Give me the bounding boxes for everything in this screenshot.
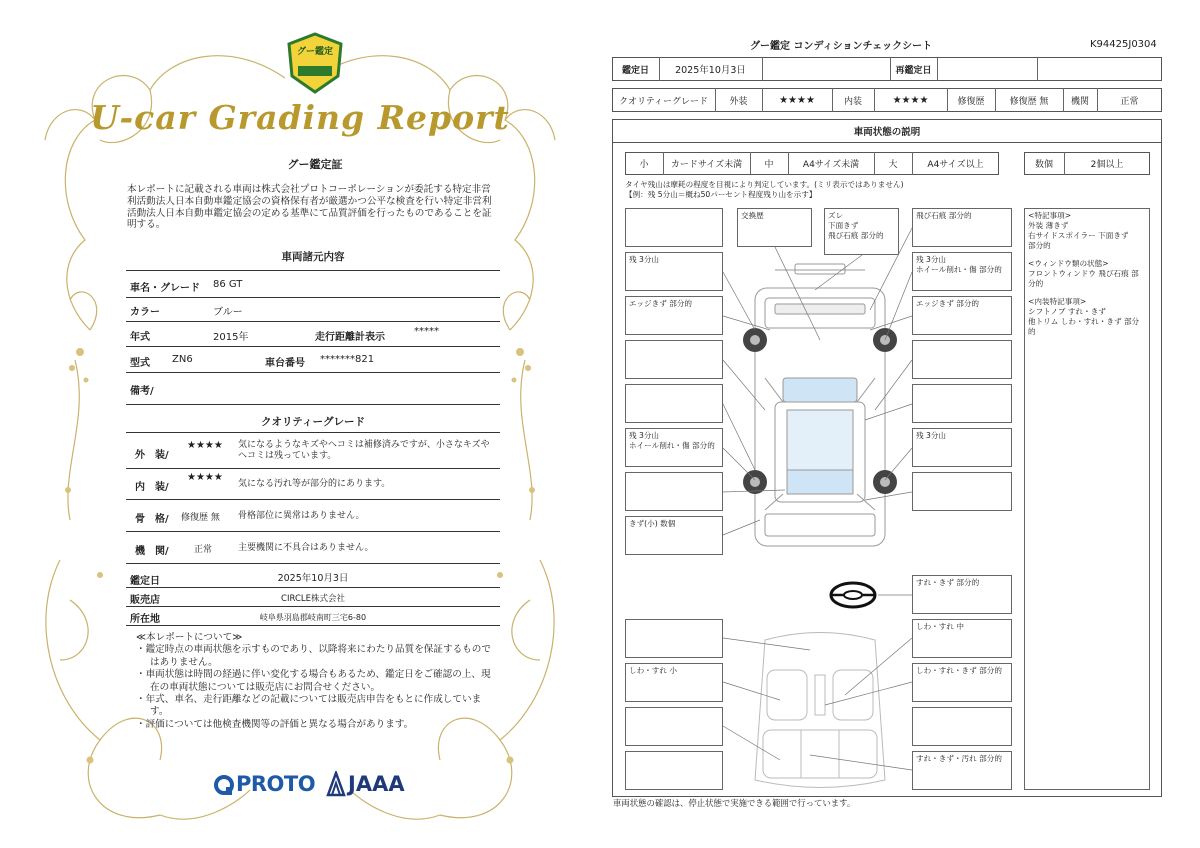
shop-value: CIRCLE株式会社 xyxy=(281,594,345,604)
year-label: 年式 xyxy=(130,332,150,343)
badge-text: グー鑑定 xyxy=(296,47,333,57)
goo-kantei-badge xyxy=(286,32,344,94)
divider xyxy=(126,321,500,322)
legend-count: 数個 xyxy=(1034,160,1053,170)
address-value: 岐阜県羽島郡岐南町三宅6-80 xyxy=(259,613,367,622)
proto-brand: PROTO xyxy=(236,772,316,796)
ext-label: 外装 xyxy=(729,96,748,107)
year-value: 2015年 xyxy=(213,332,249,343)
repair-label: 修復歴 xyxy=(957,96,985,107)
int-value: ★★★★ xyxy=(892,94,929,106)
note-item: ・評価については他検査機関等の評価と異なる場合があります。 xyxy=(136,718,414,730)
divider xyxy=(126,297,500,298)
exterior-note: 気になるようなキズやヘコミは補修済みですが、小さなキズやヘコミは残っています。 xyxy=(238,440,490,461)
legend-medium-desc: A4サイズ未満 xyxy=(802,160,860,170)
label-box-chip-top: 飛び石痕 部分的 xyxy=(912,208,1012,247)
tire-note-2: 【例：残 5分山＝概ね50パーセント程度残り山を示す】 xyxy=(625,190,817,199)
jaaa-brand: JAAA xyxy=(348,772,405,796)
label-box-edge-r: エッジきず 部分的 xyxy=(912,296,1012,335)
repair-value: 修復歴 無 xyxy=(1009,96,1049,107)
interior-title: <内装特記事項> xyxy=(1028,297,1087,306)
label-box-exchange: 交換歴 xyxy=(737,208,812,247)
divider xyxy=(126,499,500,500)
ext-value: ★★★★ xyxy=(779,94,815,106)
note-item: ・車両状態は時間の経過に伴い変化する場合もあるため、鑑定日をご確認の上、現在の車両状態については販売店にお問合せください。 xyxy=(136,669,491,693)
interior-value: ★★★★ xyxy=(187,472,223,483)
sheet-date-label: 鑑定日 xyxy=(621,65,649,76)
date-value: 2025年10月3日 xyxy=(277,573,349,584)
window-title: <ウィンドウ類の状態> xyxy=(1028,259,1109,268)
spec-title: 車両諸元内容 xyxy=(281,251,345,263)
name-label: 車名・グレード xyxy=(130,283,200,294)
label-box-tire-rf: 残 3分山 ホイール削れ・傷 部分的 xyxy=(912,252,1012,291)
label-box-scratch: きず(小) 数個 xyxy=(625,516,723,555)
label-box-edge-l: エッジきず 部分的 xyxy=(625,296,723,335)
interior-note: 気になる汚れ等が部分的にあります。 xyxy=(238,479,391,489)
legend-count-desc: 2個以上 xyxy=(1090,160,1124,170)
divider xyxy=(126,606,500,607)
mileage-value: ***** xyxy=(414,326,439,337)
divider xyxy=(126,404,500,405)
legend-small: 小 xyxy=(639,160,649,170)
label-box-seat-rf: しわ・すれ 中 xyxy=(912,619,1012,658)
divider xyxy=(126,372,500,373)
sheet-date-value: 2025年10月3日 xyxy=(675,65,746,76)
reinspect-label: 再鑑定日 xyxy=(895,65,932,76)
color-value: ブルー xyxy=(213,307,243,318)
special-items: 外装 薄きず 右サイドスポイラー 下面きず 部分的 xyxy=(1028,221,1129,250)
mileage-label: 走行距離計表示 xyxy=(315,332,385,343)
quality-title: クオリティーグレード xyxy=(261,416,365,428)
engine-value: 正常 xyxy=(194,545,213,555)
tire-note-1: タイヤ残山は摩耗の程度を目視により判定しています。(ミリ表示ではありません) xyxy=(625,180,904,189)
address-label: 所在地 xyxy=(130,614,160,625)
leader-lines xyxy=(600,0,1200,848)
divider xyxy=(126,587,500,588)
notes-title: ≪本レポートについて≫ xyxy=(136,632,243,643)
remarks-label: 備考/ xyxy=(130,386,154,397)
engine-label: 機 関/ xyxy=(135,546,169,557)
exterior-label: 外 装/ xyxy=(135,450,169,461)
label-box-shift: ズレ 下面きず 飛び石痕 部分的 xyxy=(824,208,899,255)
int-label: 内装 xyxy=(843,96,862,107)
note-item: ・鑑定時点の車両状態を示すものであり、以降将来にわたり品質を保証するものではありません。 xyxy=(136,644,491,668)
sheet-code: K94425J0304 xyxy=(1090,39,1157,50)
engine-value: 正常 xyxy=(1120,96,1139,107)
divider xyxy=(126,270,500,271)
divider xyxy=(126,531,500,532)
proto-logo-icon xyxy=(214,775,234,797)
legend-large-desc: A4サイズ以上 xyxy=(927,160,984,170)
engine-note: 主要機関に不具合はありません。 xyxy=(238,543,374,553)
sheet-title: グー鑑定 コンディションチェックシート xyxy=(750,41,933,52)
frame-note: 骨格部位に異常はありません。 xyxy=(238,511,365,521)
divider xyxy=(126,563,500,564)
name-value: 86 GT xyxy=(213,279,243,290)
legend-medium: 中 xyxy=(764,160,774,170)
window-items: フロントウィンドウ 飛び石痕 部分的 xyxy=(1028,269,1139,288)
label-box-console: しわ・すれ・きず 部分的 xyxy=(912,663,1012,702)
condition-check-sheet xyxy=(600,0,1200,848)
model-value: ZN6 xyxy=(172,354,193,365)
interior-items: シフトノブ すれ・きず 他トリム しわ・すれ・きず 部分的 xyxy=(1028,307,1140,336)
color-label: カラー xyxy=(130,307,160,318)
frame-label: 骨 格/ xyxy=(135,514,169,525)
special-title: <特記事項> xyxy=(1028,211,1072,220)
engine-label: 機関 xyxy=(1070,96,1089,107)
exterior-value: ★★★★ xyxy=(187,440,223,451)
label-box-seat-lf: しわ・すれ 小 xyxy=(625,663,723,702)
date-label: 鑑定日 xyxy=(130,576,160,587)
label-box-tire-lf: 残 3分山 xyxy=(625,252,723,291)
divider xyxy=(126,346,500,347)
chassis-value: *******821 xyxy=(320,354,375,365)
sheet-footer-note: 車両状態の確認は、停止状態で実施できる範囲で行っています。 xyxy=(613,798,856,808)
label-box-tire-rr: 残 3分山 xyxy=(912,428,1012,467)
shop-label: 販売店 xyxy=(130,595,160,606)
report-title: U-car Grading Report xyxy=(90,98,510,137)
label-box-steering: すれ・きず 部分的 xyxy=(912,575,1012,614)
report-notes xyxy=(136,632,496,731)
divider xyxy=(126,432,500,433)
explanation-title: 車両状態の説明 xyxy=(853,127,921,138)
label-box-rear-seat: すれ・きず・汚れ 部分的 xyxy=(912,751,1012,790)
legend-large: 大 xyxy=(888,160,898,170)
divider xyxy=(126,625,500,626)
frame-value: 修復歴 無 xyxy=(181,513,220,523)
model-label: 型式 xyxy=(130,358,150,369)
chassis-label: 車台番号 xyxy=(265,358,305,369)
jaaa-logo-icon xyxy=(326,771,346,797)
cert-title: グー鑑定証 xyxy=(287,158,343,171)
cert-text: 本レポートに記載される車両は株式会社プロトコーポレーションが委託する特定非営利活動法人日本自動車鑑定協会の資格保有者が厳選かつ公平な検査を行い特定非営利活動法人日本自動車鑑定協会の定める基準にて品質評価を行ったものであることを証明する。 xyxy=(127,184,492,231)
note-item: ・年式、車名、走行距離などの記載については販売店申告をもとに作成しています。 xyxy=(136,694,482,718)
divider xyxy=(126,468,500,469)
legend-small-desc: カードサイズ未満 xyxy=(670,160,743,170)
interior-label: 内 装/ xyxy=(135,482,169,493)
grade-label: クオリティーグレード xyxy=(618,96,709,107)
label-box-tire-lr: 残 3分山 ホイール削れ・傷 部分的 xyxy=(625,428,723,467)
